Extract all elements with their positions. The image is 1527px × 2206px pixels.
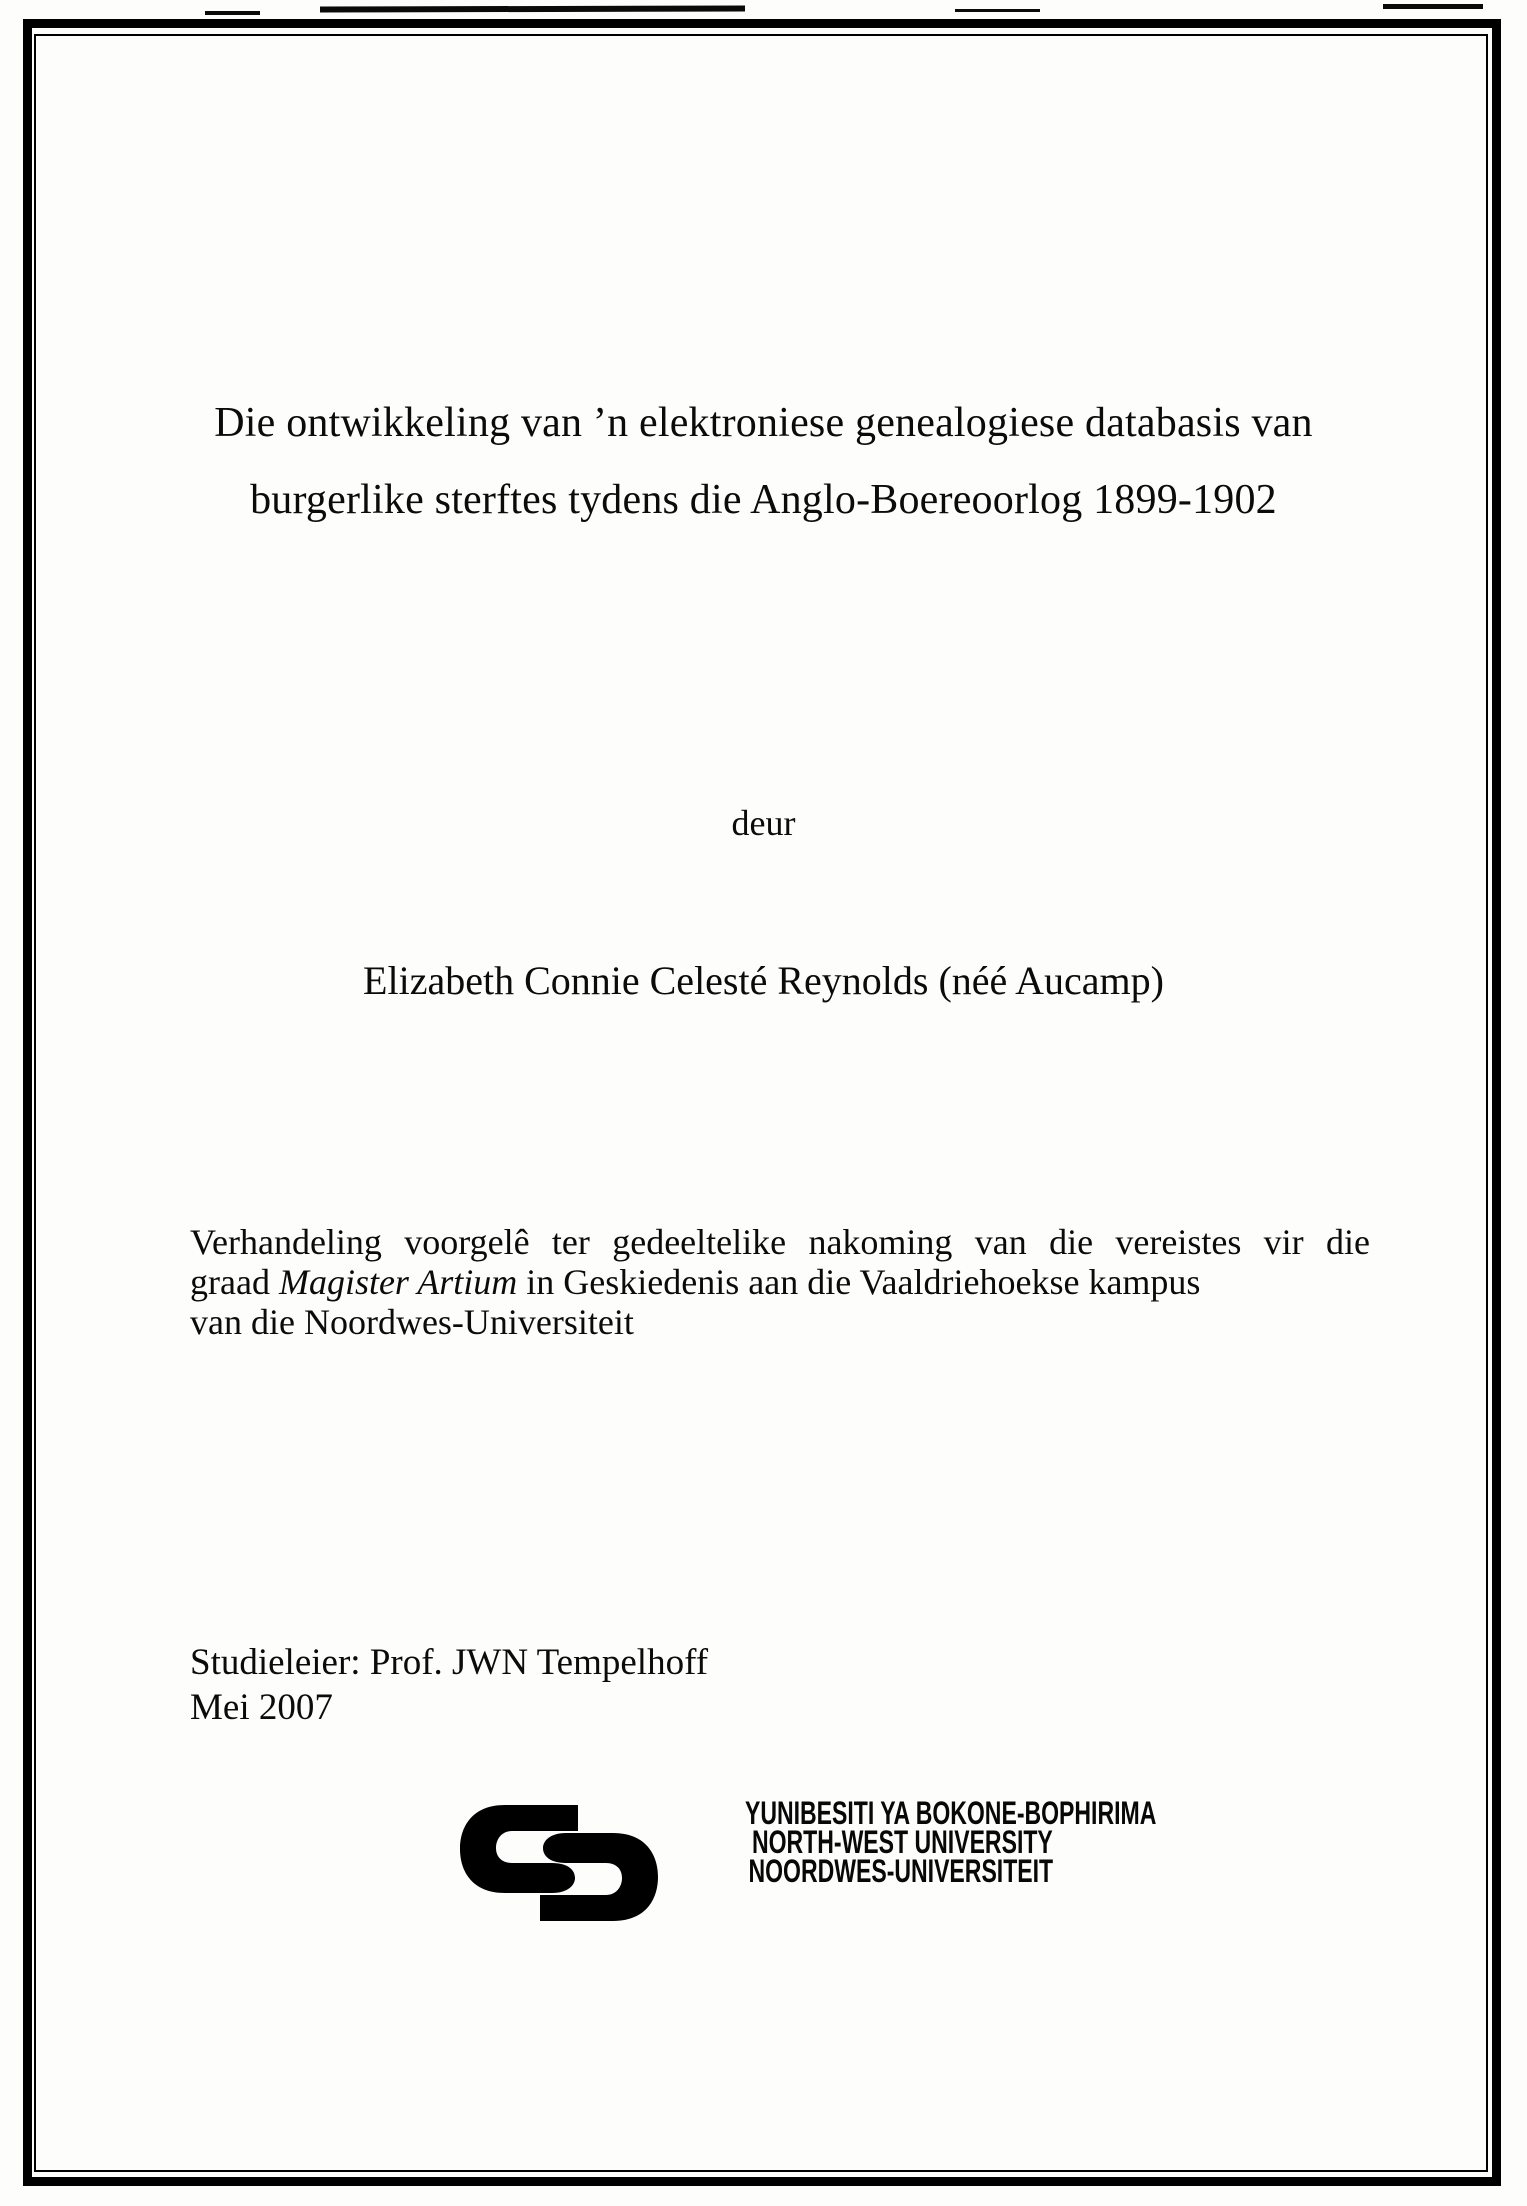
date-line: Mei 2007 [190, 1687, 333, 1728]
university-logo-text [585, 1795, 1157, 1889]
supervisor-line: Studieleier: Prof. JWN Tempelhoff [190, 1642, 709, 1683]
submission-line2-pre: graad [190, 1262, 279, 1302]
scan-artifact [1383, 4, 1483, 9]
logo-line-afrikaans: NOORDWES-UNIVERSITEIT [748, 1853, 1053, 1889]
logo-line-setswana: YUNIBESITI YA BOKONE-BOPHIRIMA [744, 1795, 1157, 1831]
scan-artifact [955, 9, 1040, 12]
scan-artifact [320, 5, 745, 12]
byline-label: deur [731, 803, 796, 843]
supervisor-block [190, 1640, 708, 1730]
thesis-title-line2: burgerlike sterftes tydens die Anglo-Boereoorlog 1899-1902 [250, 477, 1277, 523]
submission-line1: Verhandeling voorgelê ter gedeeltelike nakoming van die vereistes vir die [190, 1222, 1370, 1262]
thesis-title-line1: Die ontwikkeling van ’n elektroniese genealogiese databasis van [214, 400, 1313, 446]
submission-line3: van die Noordwes-Universiteit [190, 1302, 634, 1342]
submission-statement [190, 1222, 1370, 1342]
submission-line2 [190, 1262, 1370, 1302]
logo-line-english: NORTH-WEST UNIVERSITY [752, 1824, 1053, 1860]
degree-name: Magister Artium [278, 1262, 518, 1302]
submission-line2-post: in Geskiedenis aan die Vaaldriehoekse kampus [517, 1262, 1201, 1302]
author-name: Elizabeth Connie Celesté Reynolds (néé Aucamp) [363, 958, 1164, 1003]
scan-artifact [205, 11, 260, 15]
